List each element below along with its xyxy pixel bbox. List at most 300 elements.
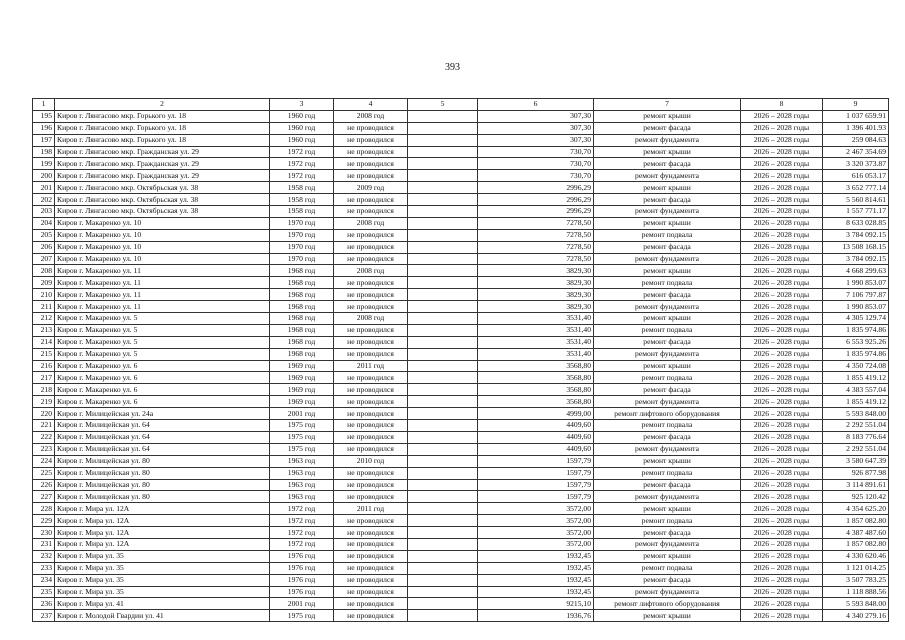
empty-cell xyxy=(408,265,478,277)
work-type-cell: ремонт фундамента xyxy=(594,443,741,455)
period-cell: 2026 – 2028 годы xyxy=(741,277,823,289)
empty-cell xyxy=(408,146,478,158)
last-repair-cell: не проводился xyxy=(334,538,408,550)
empty-cell xyxy=(408,289,478,301)
address-cell: Киров г. Молодой Гвардии ул. 41 xyxy=(55,610,270,622)
table-row xyxy=(33,241,889,253)
row-number-cell: 220 xyxy=(33,408,55,420)
area-cell: 3829,30 xyxy=(478,301,594,313)
period-cell: 2026 – 2028 годы xyxy=(741,396,823,408)
table-row xyxy=(33,491,889,503)
table-row xyxy=(33,538,889,550)
area-cell: 7278,50 xyxy=(478,217,594,229)
cost-cell: 8 633 028.85 xyxy=(823,217,889,229)
row-number-cell: 213 xyxy=(33,324,55,336)
cost-cell: 5 593 848.00 xyxy=(823,408,889,420)
build-year-cell: 1958 год xyxy=(270,182,334,194)
table-row xyxy=(33,206,889,218)
empty-cell xyxy=(408,408,478,420)
last-repair-cell: не проводился xyxy=(334,194,408,206)
address-cell: Киров г. Лянгасово мкр. Гражданская ул. 29 xyxy=(55,170,270,182)
empty-cell xyxy=(408,336,478,348)
cost-cell: 1 037 659.91 xyxy=(823,110,889,122)
period-cell: 2026 – 2028 годы xyxy=(741,217,823,229)
work-type-cell: ремонт подвала xyxy=(594,515,741,527)
table-row xyxy=(33,467,889,479)
area-cell: 307,30 xyxy=(478,122,594,134)
row-number-cell: 205 xyxy=(33,229,55,241)
empty-cell xyxy=(408,586,478,598)
build-year-cell: 1969 год xyxy=(270,384,334,396)
address-cell: Киров г. Мира ул. 12А xyxy=(55,515,270,527)
cost-cell: 2 292 551.04 xyxy=(823,420,889,432)
column-number-cell: 9 xyxy=(823,99,889,111)
build-year-cell: 1976 год xyxy=(270,574,334,586)
work-type-cell: ремонт фасада xyxy=(594,384,741,396)
repair-schedule-table xyxy=(32,98,889,622)
cost-cell: 3 652 777.14 xyxy=(823,182,889,194)
column-number-row xyxy=(33,99,889,111)
build-year-cell: 1963 год xyxy=(270,479,334,491)
table-row xyxy=(33,146,889,158)
last-repair-cell: 2009 год xyxy=(334,182,408,194)
page-number: 393 xyxy=(445,62,460,73)
area-cell: 1936,76 xyxy=(478,610,594,622)
address-cell: Киров г. Милицейская ул. 64 xyxy=(55,443,270,455)
empty-cell xyxy=(408,241,478,253)
address-cell: Киров г. Макаренко ул. 10 xyxy=(55,217,270,229)
build-year-cell: 1970 год xyxy=(270,229,334,241)
cost-cell: 1 121 014.25 xyxy=(823,562,889,574)
period-cell: 2026 – 2028 годы xyxy=(741,479,823,491)
row-number-cell: 223 xyxy=(33,443,55,455)
build-year-cell: 1975 год xyxy=(270,610,334,622)
column-number-cell: 4 xyxy=(334,99,408,111)
period-cell: 2026 – 2028 годы xyxy=(741,301,823,313)
empty-cell xyxy=(408,348,478,360)
table-row xyxy=(33,277,889,289)
row-number-cell: 211 xyxy=(33,301,55,313)
last-repair-cell: не проводился xyxy=(334,253,408,265)
work-type-cell: ремонт фундамента xyxy=(594,586,741,598)
cost-cell: 5 593 848.00 xyxy=(823,598,889,610)
work-type-cell: ремонт крыши xyxy=(594,360,741,372)
last-repair-cell: не проводился xyxy=(334,229,408,241)
table-row xyxy=(33,253,889,265)
work-type-cell: ремонт крыши xyxy=(594,182,741,194)
area-cell: 730,70 xyxy=(478,158,594,170)
work-type-cell: ремонт фасада xyxy=(594,431,741,443)
row-number-cell: 204 xyxy=(33,217,55,229)
build-year-cell: 1970 год xyxy=(270,253,334,265)
column-number-cell: 6 xyxy=(478,99,594,111)
empty-cell xyxy=(408,527,478,539)
empty-cell xyxy=(408,467,478,479)
row-number-cell: 233 xyxy=(33,562,55,574)
build-year-cell: 1963 год xyxy=(270,467,334,479)
table-row xyxy=(33,503,889,515)
work-type-cell: ремонт лифтового оборудования xyxy=(594,598,741,610)
work-type-cell: ремонт фасада xyxy=(594,158,741,170)
last-repair-cell: не проводился xyxy=(334,527,408,539)
period-cell: 2026 – 2028 годы xyxy=(741,455,823,467)
cost-cell: 4 330 620.46 xyxy=(823,550,889,562)
cost-cell: 6 553 925.26 xyxy=(823,336,889,348)
last-repair-cell: 2008 год xyxy=(334,265,408,277)
row-number-cell: 221 xyxy=(33,420,55,432)
period-cell: 2026 – 2028 годы xyxy=(741,538,823,550)
period-cell: 2026 – 2028 годы xyxy=(741,574,823,586)
area-cell: 3531,40 xyxy=(478,313,594,325)
last-repair-cell: не проводился xyxy=(334,598,408,610)
address-cell: Киров г. Макаренко ул. 5 xyxy=(55,336,270,348)
cost-cell: 1 396 401.93 xyxy=(823,122,889,134)
empty-cell xyxy=(408,431,478,443)
address-cell: Киров г. Лянгасово мкр. Гражданская ул. 29 xyxy=(55,158,270,170)
build-year-cell: 1963 год xyxy=(270,455,334,467)
work-type-cell: ремонт крыши xyxy=(594,146,741,158)
period-cell: 2026 – 2028 годы xyxy=(741,313,823,325)
last-repair-cell: 2011 год xyxy=(334,360,408,372)
row-number-cell: 216 xyxy=(33,360,55,372)
area-cell: 4409,60 xyxy=(478,443,594,455)
work-type-cell: ремонт фасада xyxy=(594,194,741,206)
work-type-cell: ремонт крыши xyxy=(594,503,741,515)
build-year-cell: 1976 год xyxy=(270,586,334,598)
build-year-cell: 1960 год xyxy=(270,122,334,134)
build-year-cell: 1975 год xyxy=(270,420,334,432)
table-row xyxy=(33,122,889,134)
last-repair-cell: не проводился xyxy=(334,610,408,622)
table-row xyxy=(33,134,889,146)
last-repair-cell: не проводился xyxy=(334,206,408,218)
empty-cell xyxy=(408,598,478,610)
table-row xyxy=(33,384,889,396)
table-row xyxy=(33,408,889,420)
empty-cell xyxy=(408,110,478,122)
last-repair-cell: не проводился xyxy=(334,158,408,170)
work-type-cell: ремонт фундамента xyxy=(594,134,741,146)
cost-cell: 259 084.63 xyxy=(823,134,889,146)
table-row xyxy=(33,443,889,455)
area-cell: 3568,80 xyxy=(478,372,594,384)
last-repair-cell: 2010 год xyxy=(334,455,408,467)
empty-cell xyxy=(408,229,478,241)
period-cell: 2026 – 2028 годы xyxy=(741,550,823,562)
cost-cell: 1 557 771.17 xyxy=(823,206,889,218)
last-repair-cell: не проводился xyxy=(334,479,408,491)
table-row xyxy=(33,217,889,229)
cost-cell: 3 507 783.25 xyxy=(823,574,889,586)
area-cell: 3568,80 xyxy=(478,360,594,372)
table-row xyxy=(33,324,889,336)
period-cell: 2026 – 2028 годы xyxy=(741,515,823,527)
period-cell: 2026 – 2028 годы xyxy=(741,372,823,384)
row-number-cell: 230 xyxy=(33,527,55,539)
address-cell: Киров г. Мира ул. 35 xyxy=(55,586,270,598)
build-year-cell: 1969 год xyxy=(270,360,334,372)
table-row xyxy=(33,574,889,586)
address-cell: Киров г. Мира ул. 35 xyxy=(55,550,270,562)
build-year-cell: 1972 год xyxy=(270,146,334,158)
address-cell: Киров г. Милицейская ул. 24а xyxy=(55,408,270,420)
row-number-cell: 201 xyxy=(33,182,55,194)
last-repair-cell: не проводился xyxy=(334,443,408,455)
area-cell: 3531,40 xyxy=(478,324,594,336)
area-cell: 1597,79 xyxy=(478,467,594,479)
address-cell: Киров г. Мира ул. 12А xyxy=(55,538,270,550)
area-cell: 3572,00 xyxy=(478,538,594,550)
area-cell: 3829,30 xyxy=(478,289,594,301)
cost-cell: 13 508 168.15 xyxy=(823,241,889,253)
work-type-cell: ремонт подвала xyxy=(594,467,741,479)
period-cell: 2026 – 2028 годы xyxy=(741,443,823,455)
cost-cell: 4 305 129.74 xyxy=(823,313,889,325)
empty-cell xyxy=(408,610,478,622)
empty-cell xyxy=(408,158,478,170)
last-repair-cell: не проводился xyxy=(334,515,408,527)
column-number-cell: 8 xyxy=(741,99,823,111)
cost-cell: 4 383 557.04 xyxy=(823,384,889,396)
row-number-cell: 218 xyxy=(33,384,55,396)
cost-cell: 925 120.42 xyxy=(823,491,889,503)
cost-cell: 926 877.98 xyxy=(823,467,889,479)
work-type-cell: ремонт крыши xyxy=(594,610,741,622)
work-type-cell: ремонт крыши xyxy=(594,550,741,562)
row-number-cell: 237 xyxy=(33,610,55,622)
build-year-cell: 1969 год xyxy=(270,396,334,408)
area-cell: 1932,45 xyxy=(478,550,594,562)
address-cell: Киров г. Мира ул. 12А xyxy=(55,503,270,515)
row-number-cell: 195 xyxy=(33,110,55,122)
table-row xyxy=(33,420,889,432)
work-type-cell: ремонт подвала xyxy=(594,420,741,432)
work-type-cell: ремонт фундамента xyxy=(594,301,741,313)
table-row xyxy=(33,336,889,348)
table-row xyxy=(33,515,889,527)
address-cell: Киров г. Лянгасово мкр. Октябрьская ул. 38 xyxy=(55,206,270,218)
cost-cell: 1 857 082.80 xyxy=(823,515,889,527)
cost-cell: 7 106 797.87 xyxy=(823,289,889,301)
last-repair-cell: не проводился xyxy=(334,396,408,408)
last-repair-cell: не проводился xyxy=(334,134,408,146)
period-cell: 2026 – 2028 годы xyxy=(741,562,823,574)
address-cell: Киров г. Милицейская ул. 80 xyxy=(55,467,270,479)
row-number-cell: 225 xyxy=(33,467,55,479)
area-cell: 2996,29 xyxy=(478,182,594,194)
empty-cell xyxy=(408,372,478,384)
build-year-cell: 1960 год xyxy=(270,134,334,146)
empty-cell xyxy=(408,360,478,372)
area-cell: 3531,40 xyxy=(478,336,594,348)
period-cell: 2026 – 2028 годы xyxy=(741,467,823,479)
area-cell: 1932,45 xyxy=(478,574,594,586)
empty-cell xyxy=(408,301,478,313)
work-type-cell: ремонт фасада xyxy=(594,574,741,586)
cost-cell: 1 835 974.86 xyxy=(823,348,889,360)
row-number-cell: 209 xyxy=(33,277,55,289)
period-cell: 2026 – 2028 годы xyxy=(741,229,823,241)
row-number-cell: 236 xyxy=(33,598,55,610)
work-type-cell: ремонт фасада xyxy=(594,479,741,491)
period-cell: 2026 – 2028 годы xyxy=(741,110,823,122)
period-cell: 2026 – 2028 годы xyxy=(741,122,823,134)
period-cell: 2026 – 2028 годы xyxy=(741,610,823,622)
area-cell: 1932,45 xyxy=(478,586,594,598)
empty-cell xyxy=(408,491,478,503)
empty-cell xyxy=(408,479,478,491)
build-year-cell: 1976 год xyxy=(270,550,334,562)
table-row xyxy=(33,265,889,277)
period-cell: 2026 – 2028 годы xyxy=(741,586,823,598)
build-year-cell: 1968 год xyxy=(270,265,334,277)
period-cell: 2026 – 2028 годы xyxy=(741,360,823,372)
row-number-cell: 234 xyxy=(33,574,55,586)
work-type-cell: ремонт подвала xyxy=(594,562,741,574)
address-cell: Киров г. Макаренко ул. 5 xyxy=(55,313,270,325)
area-cell: 1932,45 xyxy=(478,562,594,574)
cost-cell: 4 387 487.60 xyxy=(823,527,889,539)
address-cell: Киров г. Макаренко ул. 10 xyxy=(55,241,270,253)
build-year-cell: 1975 год xyxy=(270,431,334,443)
build-year-cell: 1968 год xyxy=(270,313,334,325)
period-cell: 2026 – 2028 годы xyxy=(741,289,823,301)
row-number-cell: 197 xyxy=(33,134,55,146)
area-cell: 2996,29 xyxy=(478,206,594,218)
cost-cell: 4 350 724.08 xyxy=(823,360,889,372)
period-cell: 2026 – 2028 годы xyxy=(741,527,823,539)
table-row xyxy=(33,562,889,574)
period-cell: 2026 – 2028 годы xyxy=(741,431,823,443)
last-repair-cell: не проводился xyxy=(334,301,408,313)
table-row xyxy=(33,313,889,325)
address-cell: Киров г. Лянгасово мкр. Горького ул. 18 xyxy=(55,122,270,134)
area-cell: 3568,80 xyxy=(478,384,594,396)
address-cell: Киров г. Макаренко ул. 11 xyxy=(55,301,270,313)
last-repair-cell: не проводился xyxy=(334,586,408,598)
build-year-cell: 1968 год xyxy=(270,277,334,289)
row-number-cell: 202 xyxy=(33,194,55,206)
build-year-cell: 1963 год xyxy=(270,491,334,503)
work-type-cell: ремонт лифтового оборудования xyxy=(594,408,741,420)
address-cell: Киров г. Мира ул. 41 xyxy=(55,598,270,610)
work-type-cell: ремонт фундамента xyxy=(594,348,741,360)
row-number-cell: 224 xyxy=(33,455,55,467)
last-repair-cell: не проводился xyxy=(334,241,408,253)
work-type-cell: ремонт фундамента xyxy=(594,491,741,503)
area-cell: 730,70 xyxy=(478,146,594,158)
row-number-cell: 228 xyxy=(33,503,55,515)
row-number-cell: 222 xyxy=(33,431,55,443)
work-type-cell: ремонт крыши xyxy=(594,455,741,467)
empty-cell xyxy=(408,384,478,396)
column-number-cell: 3 xyxy=(270,99,334,111)
build-year-cell: 1969 год xyxy=(270,372,334,384)
address-cell: Киров г. Макаренко ул. 5 xyxy=(55,348,270,360)
address-cell: Киров г. Макаренко ул. 10 xyxy=(55,253,270,265)
cost-cell: 1 835 974.86 xyxy=(823,324,889,336)
period-cell: 2026 – 2028 годы xyxy=(741,241,823,253)
period-cell: 2026 – 2028 годы xyxy=(741,265,823,277)
period-cell: 2026 – 2028 годы xyxy=(741,170,823,182)
work-type-cell: ремонт фасада xyxy=(594,122,741,134)
address-cell: Киров г. Милицейская ул. 64 xyxy=(55,420,270,432)
area-cell: 7278,50 xyxy=(478,229,594,241)
build-year-cell: 1968 год xyxy=(270,336,334,348)
last-repair-cell: не проводился xyxy=(334,550,408,562)
table-row xyxy=(33,396,889,408)
last-repair-cell: не проводился xyxy=(334,348,408,360)
last-repair-cell: не проводился xyxy=(334,431,408,443)
empty-cell xyxy=(408,170,478,182)
last-repair-cell: не проводился xyxy=(334,122,408,134)
last-repair-cell: 2008 год xyxy=(334,217,408,229)
build-year-cell: 1968 год xyxy=(270,301,334,313)
cost-cell: 1 855 419.12 xyxy=(823,372,889,384)
cost-cell: 1 990 853.07 xyxy=(823,301,889,313)
row-number-cell: 210 xyxy=(33,289,55,301)
row-number-cell: 214 xyxy=(33,336,55,348)
table-row xyxy=(33,586,889,598)
period-cell: 2026 – 2028 годы xyxy=(741,146,823,158)
table-row xyxy=(33,610,889,622)
row-number-cell: 217 xyxy=(33,372,55,384)
row-number-cell: 200 xyxy=(33,170,55,182)
cost-cell: 3 114 891.61 xyxy=(823,479,889,491)
empty-cell xyxy=(408,550,478,562)
area-cell: 7278,50 xyxy=(478,241,594,253)
row-number-cell: 235 xyxy=(33,586,55,598)
address-cell: Киров г. Макаренко ул. 11 xyxy=(55,289,270,301)
cost-cell: 5 560 814.61 xyxy=(823,194,889,206)
cost-cell: 616 053.17 xyxy=(823,170,889,182)
empty-cell xyxy=(408,206,478,218)
build-year-cell: 1970 год xyxy=(270,217,334,229)
work-type-cell: ремонт фасада xyxy=(594,527,741,539)
column-number-cell: 7 xyxy=(594,99,741,111)
area-cell: 1597,79 xyxy=(478,455,594,467)
last-repair-cell: не проводился xyxy=(334,384,408,396)
empty-cell xyxy=(408,455,478,467)
address-cell: Киров г. Лянгасово мкр. Горького ул. 18 xyxy=(55,110,270,122)
build-year-cell: 1972 год xyxy=(270,527,334,539)
build-year-cell: 1972 год xyxy=(270,170,334,182)
empty-cell xyxy=(408,503,478,515)
period-cell: 2026 – 2028 годы xyxy=(741,336,823,348)
address-cell: Киров г. Макаренко ул. 6 xyxy=(55,384,270,396)
area-cell: 1597,79 xyxy=(478,479,594,491)
build-year-cell: 1960 год xyxy=(270,110,334,122)
empty-cell xyxy=(408,253,478,265)
period-cell: 2026 – 2028 годы xyxy=(741,384,823,396)
address-cell: Киров г. Лянгасово мкр. Октябрьская ул. 38 xyxy=(55,194,270,206)
row-number-cell: 207 xyxy=(33,253,55,265)
address-cell: Киров г. Макаренко ул. 5 xyxy=(55,324,270,336)
cost-cell: 2 467 354.69 xyxy=(823,146,889,158)
area-cell: 4409,60 xyxy=(478,431,594,443)
work-type-cell: ремонт фундамента xyxy=(594,170,741,182)
area-cell: 3531,40 xyxy=(478,348,594,360)
build-year-cell: 1976 год xyxy=(270,562,334,574)
period-cell: 2026 – 2028 годы xyxy=(741,598,823,610)
address-cell: Киров г. Макаренко ул. 6 xyxy=(55,372,270,384)
table-row xyxy=(33,158,889,170)
table-row xyxy=(33,194,889,206)
table-row xyxy=(33,301,889,313)
build-year-cell: 1968 год xyxy=(270,324,334,336)
work-type-cell: ремонт подвала xyxy=(594,324,741,336)
last-repair-cell: не проводился xyxy=(334,372,408,384)
